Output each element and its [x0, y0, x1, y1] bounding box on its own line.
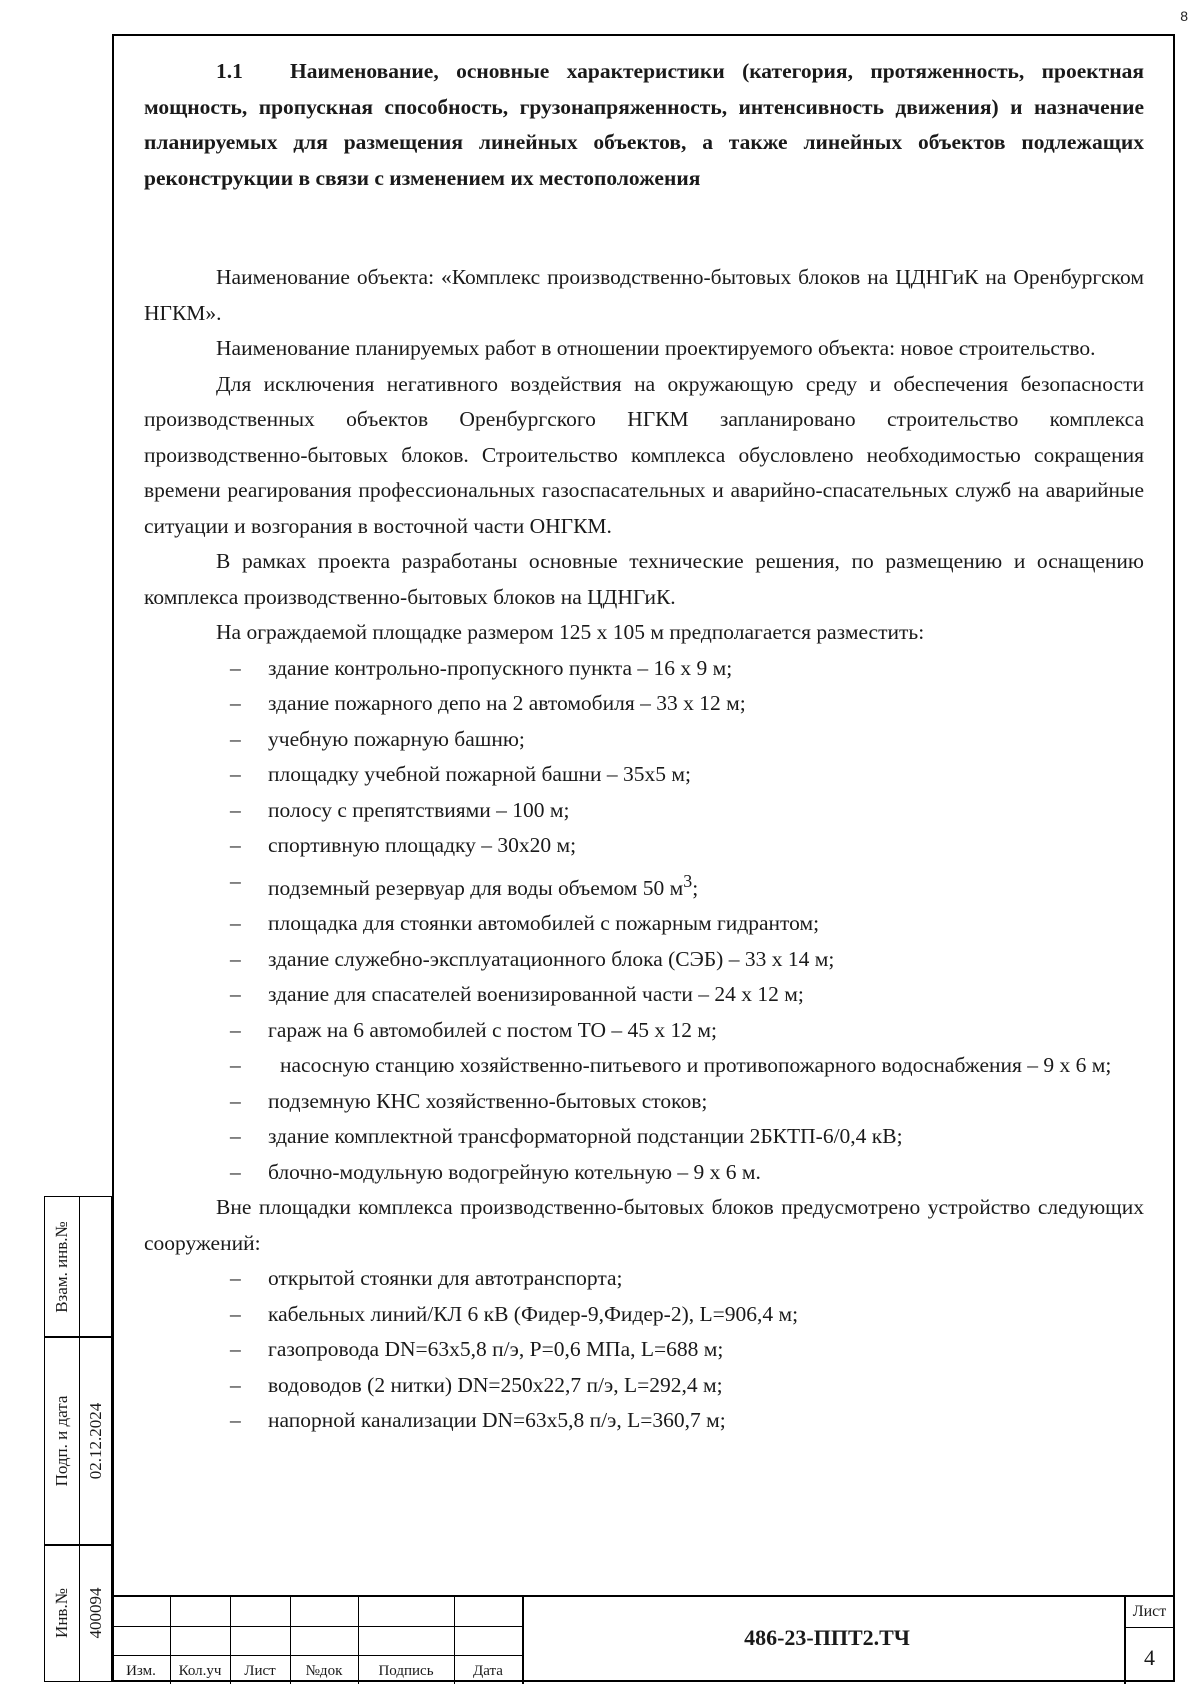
- list-item: – здание контрольно-пропускного пункта – 16 х 9 м;: [144, 651, 1144, 687]
- paragraph-purpose: Для исключения негативного воздействия на окружающую среду и обеспечения безопасности производственных объектов Оренбургского НГКМ запланировано строительство комплекса производственно-бытовых блоков. Строительство комплекса обусловлено необходимостью сокращения времени реагирования профессиональных газоспасательных и аварийно-спасательных служб на аварийные ситуации и возгорания в восточной части ОНГКМ.: [144, 371, 1144, 538]
- list-item: – газопровода DN=63х5,8 п/э, P=0,6 МПа, L=688 м;: [144, 1332, 1144, 1368]
- list-item: – кабельных линий/КЛ 6 кВ (Фидер-9,Фидер-2), L=906,4 м;: [144, 1297, 1144, 1333]
- section-number: 1.1: [216, 59, 243, 83]
- list-item: – площадка для стоянки автомобилей с пожарным гидрантом;: [144, 906, 1144, 942]
- dash-marker: –: [230, 1408, 241, 1433]
- section-title: Наименование, основные характеристики (категория, протяженность, проектная мощность, пропускная способность, грузонапряженность, интенсивность движения) и назначение планируемых для размещения линейных объектов, а также линейных объектов подлежащих реконструкции в связи с изменением их местоположения: [144, 59, 1144, 190]
- inv-label: Инв.№: [52, 1588, 71, 1638]
- list-item: – здание пожарного депо на 2 автомобиля – 33 х 12 м;: [144, 686, 1144, 722]
- vzam-label: Взам. инв.№: [52, 1221, 71, 1313]
- dash-marker: –: [230, 982, 241, 1007]
- side-stamp-vzam: [44, 1196, 112, 1338]
- paragraph-offsite-intro: Вне площадки комплекса производственно-бытовых блоков предусмотрено устройство следующих сооружений:: [144, 1195, 1144, 1255]
- list-item: – подземную КНС хозяйственно-бытовых стоков;: [144, 1084, 1144, 1120]
- offsite-objects-list: [144, 1261, 1144, 1439]
- list-item: – учебную пожарную башню;: [144, 722, 1144, 758]
- dash-marker: –: [230, 833, 241, 857]
- list-item: – спортивную площадку – 30х20 м;: [144, 828, 1144, 864]
- section-heading: [144, 54, 1144, 196]
- paragraph-site-intro: На ограждаемой площадке размером 125 х 105 м предполагается разместить:: [216, 620, 925, 644]
- dash-marker: –: [230, 1053, 241, 1078]
- podp-label: Подп. и дата: [52, 1395, 71, 1487]
- podp-date: 02.12.2024: [86, 1402, 105, 1480]
- col-ndok: №док: [305, 1663, 343, 1679]
- dash-marker: –: [230, 691, 241, 715]
- dash-marker: –: [230, 911, 241, 936]
- dash-marker: –: [230, 1301, 241, 1326]
- dash-marker: –: [230, 655, 241, 680]
- col-data: Дата: [473, 1663, 503, 1679]
- document-body: [144, 54, 1144, 1439]
- list-item: – блочно-модульную водогрейную котельную – 9 х 6 м.: [144, 1155, 1144, 1191]
- list-item: – здание комплектной трансформаторной подстанции 2БКТП-6/0,4 кВ;: [144, 1119, 1144, 1155]
- list-item: – водоводов (2 нитки) DN=250х22,7 п/э, L=292,4 м;: [144, 1368, 1144, 1404]
- site-objects-list: [144, 651, 1144, 1191]
- dash-marker: –: [230, 1266, 241, 1291]
- list-item: – подземный резервуар для воды объемом 50 $м^3$;: [144, 864, 1144, 907]
- inv-number: 400094: [86, 1587, 105, 1639]
- sheet-label: Лист: [1132, 1603, 1167, 1620]
- dash-marker: –: [230, 1088, 241, 1113]
- list-item: – напорной канализации DN=63х5,8 п/э, L=360,7 м;: [144, 1403, 1144, 1439]
- list-item: – открытой стоянки для автотранспорта;: [144, 1261, 1144, 1297]
- paragraph-works: Наименование планируемых работ в отношении проектируемого объекта: новое строительство.: [216, 336, 1096, 360]
- dash-marker: –: [230, 1124, 241, 1149]
- superscript: 3: [683, 870, 693, 891]
- dash-marker: –: [230, 1372, 241, 1397]
- col-kol: Кол.уч: [178, 1663, 222, 1679]
- list-item: – гараж на 6 автомобилей с постом ТО – 45 х 12 м;: [144, 1013, 1144, 1049]
- side-stamp-podp: [44, 1336, 112, 1546]
- document-code: 486-23-ППТ2.ТЧ: [744, 1625, 910, 1650]
- dash-marker: –: [230, 726, 241, 751]
- col-list: Лист: [244, 1663, 276, 1679]
- list-item: – полосу с препятствиями – 100 м;: [144, 793, 1144, 829]
- page-number: 8: [1180, 8, 1188, 24]
- list-item: – здание служебно-эксплуатационного блока (СЭБ) – 33 х 14 м;: [144, 942, 1144, 978]
- dash-marker: –: [230, 1337, 241, 1362]
- paragraph-solutions: В рамках проекта разработаны основные технические решения, по размещению и оснащению комплекса производственно-бытовых блоков на ЦДНГиК.: [144, 549, 1144, 609]
- list-item: – здание для спасателей военизированной части – 24 х 12 м;: [144, 977, 1144, 1013]
- dash-marker: –: [230, 1017, 241, 1042]
- dash-marker: –: [230, 946, 241, 971]
- dash-marker: –: [230, 797, 241, 822]
- dash-marker: –: [230, 762, 241, 786]
- side-stamp-inv: [44, 1544, 112, 1682]
- list-item: – площадку учебной пожарной башни – 35х5 м;: [144, 757, 1144, 793]
- col-podpis: Подпись: [378, 1663, 434, 1679]
- sheet-number: 4: [1144, 1645, 1155, 1670]
- col-izm: Изм.: [126, 1663, 156, 1679]
- paragraph-object-name: Наименование объекта: «Комплекс производственно-бытовых блоков на ЦДНГиК на Оренбургском НГКМ».: [144, 265, 1144, 325]
- dash-marker: –: [230, 1159, 241, 1184]
- dash-marker: –: [230, 868, 241, 893]
- list-item: – насосную станцию хозяйственно-питьевого и противопожарного водоснабжения – 9 х 6 м;: [144, 1048, 1144, 1084]
- title-block: [112, 1595, 1175, 1684]
